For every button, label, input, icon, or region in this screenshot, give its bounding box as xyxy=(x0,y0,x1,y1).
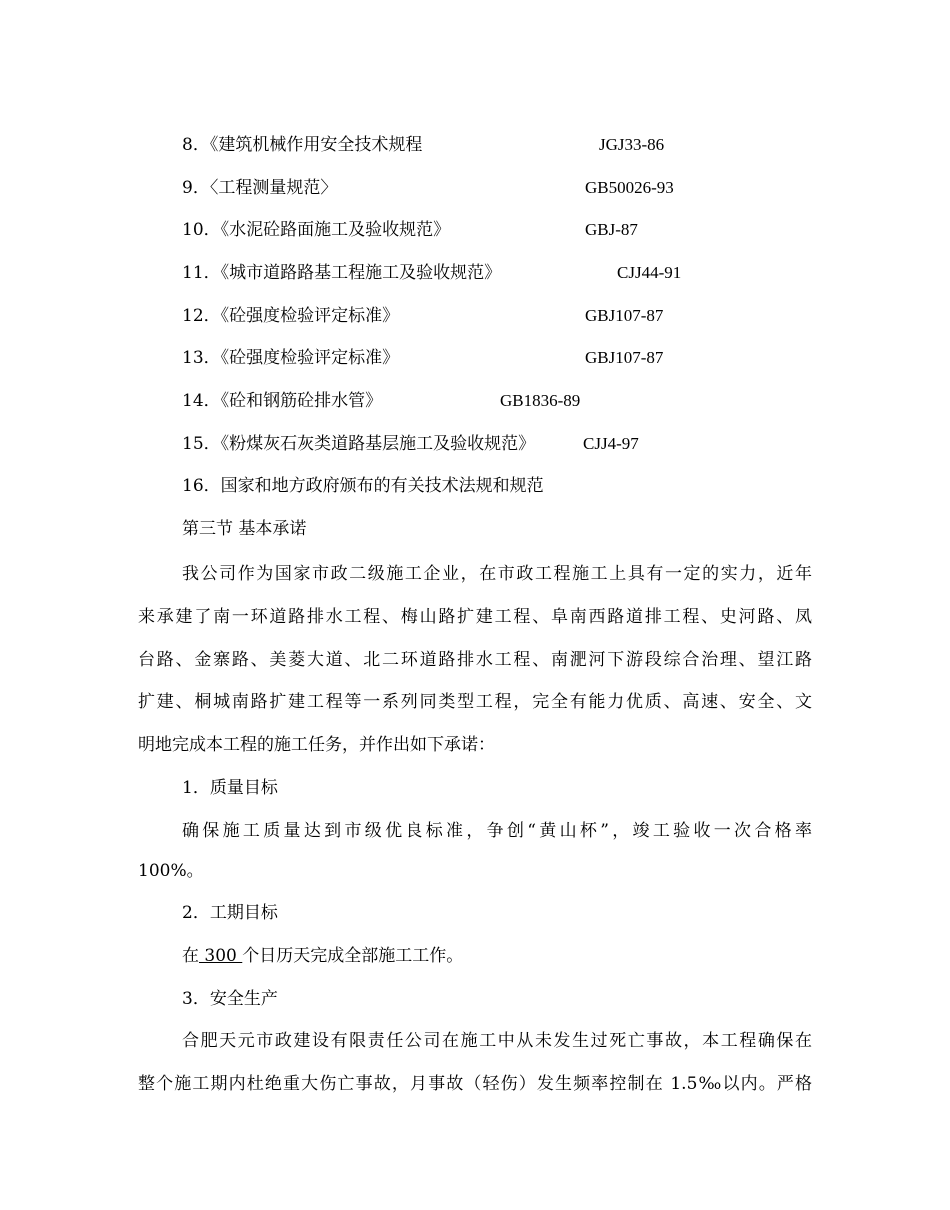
reference-item: 12．《砼强度检验评定标准》 xyxy=(182,306,400,326)
reference-code: GBJ107-87 xyxy=(585,348,664,367)
paragraph-line: 扩建、桐城南路扩建工程等一系列同类型工程，完全有能力优质、高速、安全、文 xyxy=(138,692,812,712)
reference-code: CJJ4-97 xyxy=(583,434,639,453)
paragraph-line: 确保施工质量达到市级优良标准，争创“黄山杯”，竣工验收一次合格率 xyxy=(182,821,812,841)
reference-item: 10．《水泥砼路面施工及验收规范》 xyxy=(182,220,451,240)
paragraph-line: 合肥天元市政建设有限责任公司在施工中从未发生过死亡事故，本工程确保在 xyxy=(182,1031,812,1051)
reference-item: 11．《城市道路路基工程施工及验收规范》 xyxy=(182,263,502,283)
reference-code: GBJ107-87 xyxy=(585,306,664,325)
paragraph-line: 100%。 xyxy=(138,861,204,881)
reference-item: 9．〈工程测量规范〉 xyxy=(182,178,338,198)
reference-item: 16．国家和地方政府颁布的有关技术法规和规范 xyxy=(182,476,544,496)
schedule-heading: 2．工期目标 xyxy=(182,903,278,923)
reference-item: 14．《砼和钢筋砼排水管》 xyxy=(182,391,383,411)
paragraph-line: 整个施工期内杜绝重大伤亡事故，月事故（轻伤）发生频率控制在 1.5‰以内。严格 xyxy=(138,1074,812,1094)
reference-code: JGJ33-86 xyxy=(599,135,665,154)
reference-code: CJJ44-91 xyxy=(617,263,682,282)
paragraph-line: 来承建了南一环道路排水工程、梅山路扩建工程、阜南西路道排工程、史河路、凤 xyxy=(138,607,812,627)
schedule-days: 300 xyxy=(199,946,243,966)
paragraph-line: 台路、金寨路、美菱大道、北二环道路排水工程、南淝河下游段综合治理、望江路 xyxy=(138,650,812,670)
reference-item: 15．《粉煤灰石灰类道路基层施工及验收规范》 xyxy=(182,434,536,454)
section-title: 第三节 基本承诺 xyxy=(182,519,307,539)
reference-item: 8．《建筑机械作用安全技术规程 xyxy=(182,135,423,155)
schedule-text: 在 300 个日历天完成全部施工工作。 xyxy=(182,946,464,966)
paragraph-line: 我公司作为国家市政二级施工企业，在市政工程施工上具有一定的实力，近年 xyxy=(182,564,812,584)
reference-code: GB1836-89 xyxy=(500,391,581,410)
quality-heading: 1．质量目标 xyxy=(182,778,278,798)
safety-heading: 3．安全生产 xyxy=(182,989,278,1009)
paragraph-line: 明地完成本工程的施工任务，并作出如下承诺： xyxy=(138,735,495,755)
reference-code: GB50026-93 xyxy=(585,178,674,197)
reference-item: 13．《砼强度检验评定标准》 xyxy=(182,348,400,368)
reference-code: GBJ-87 xyxy=(585,220,638,239)
